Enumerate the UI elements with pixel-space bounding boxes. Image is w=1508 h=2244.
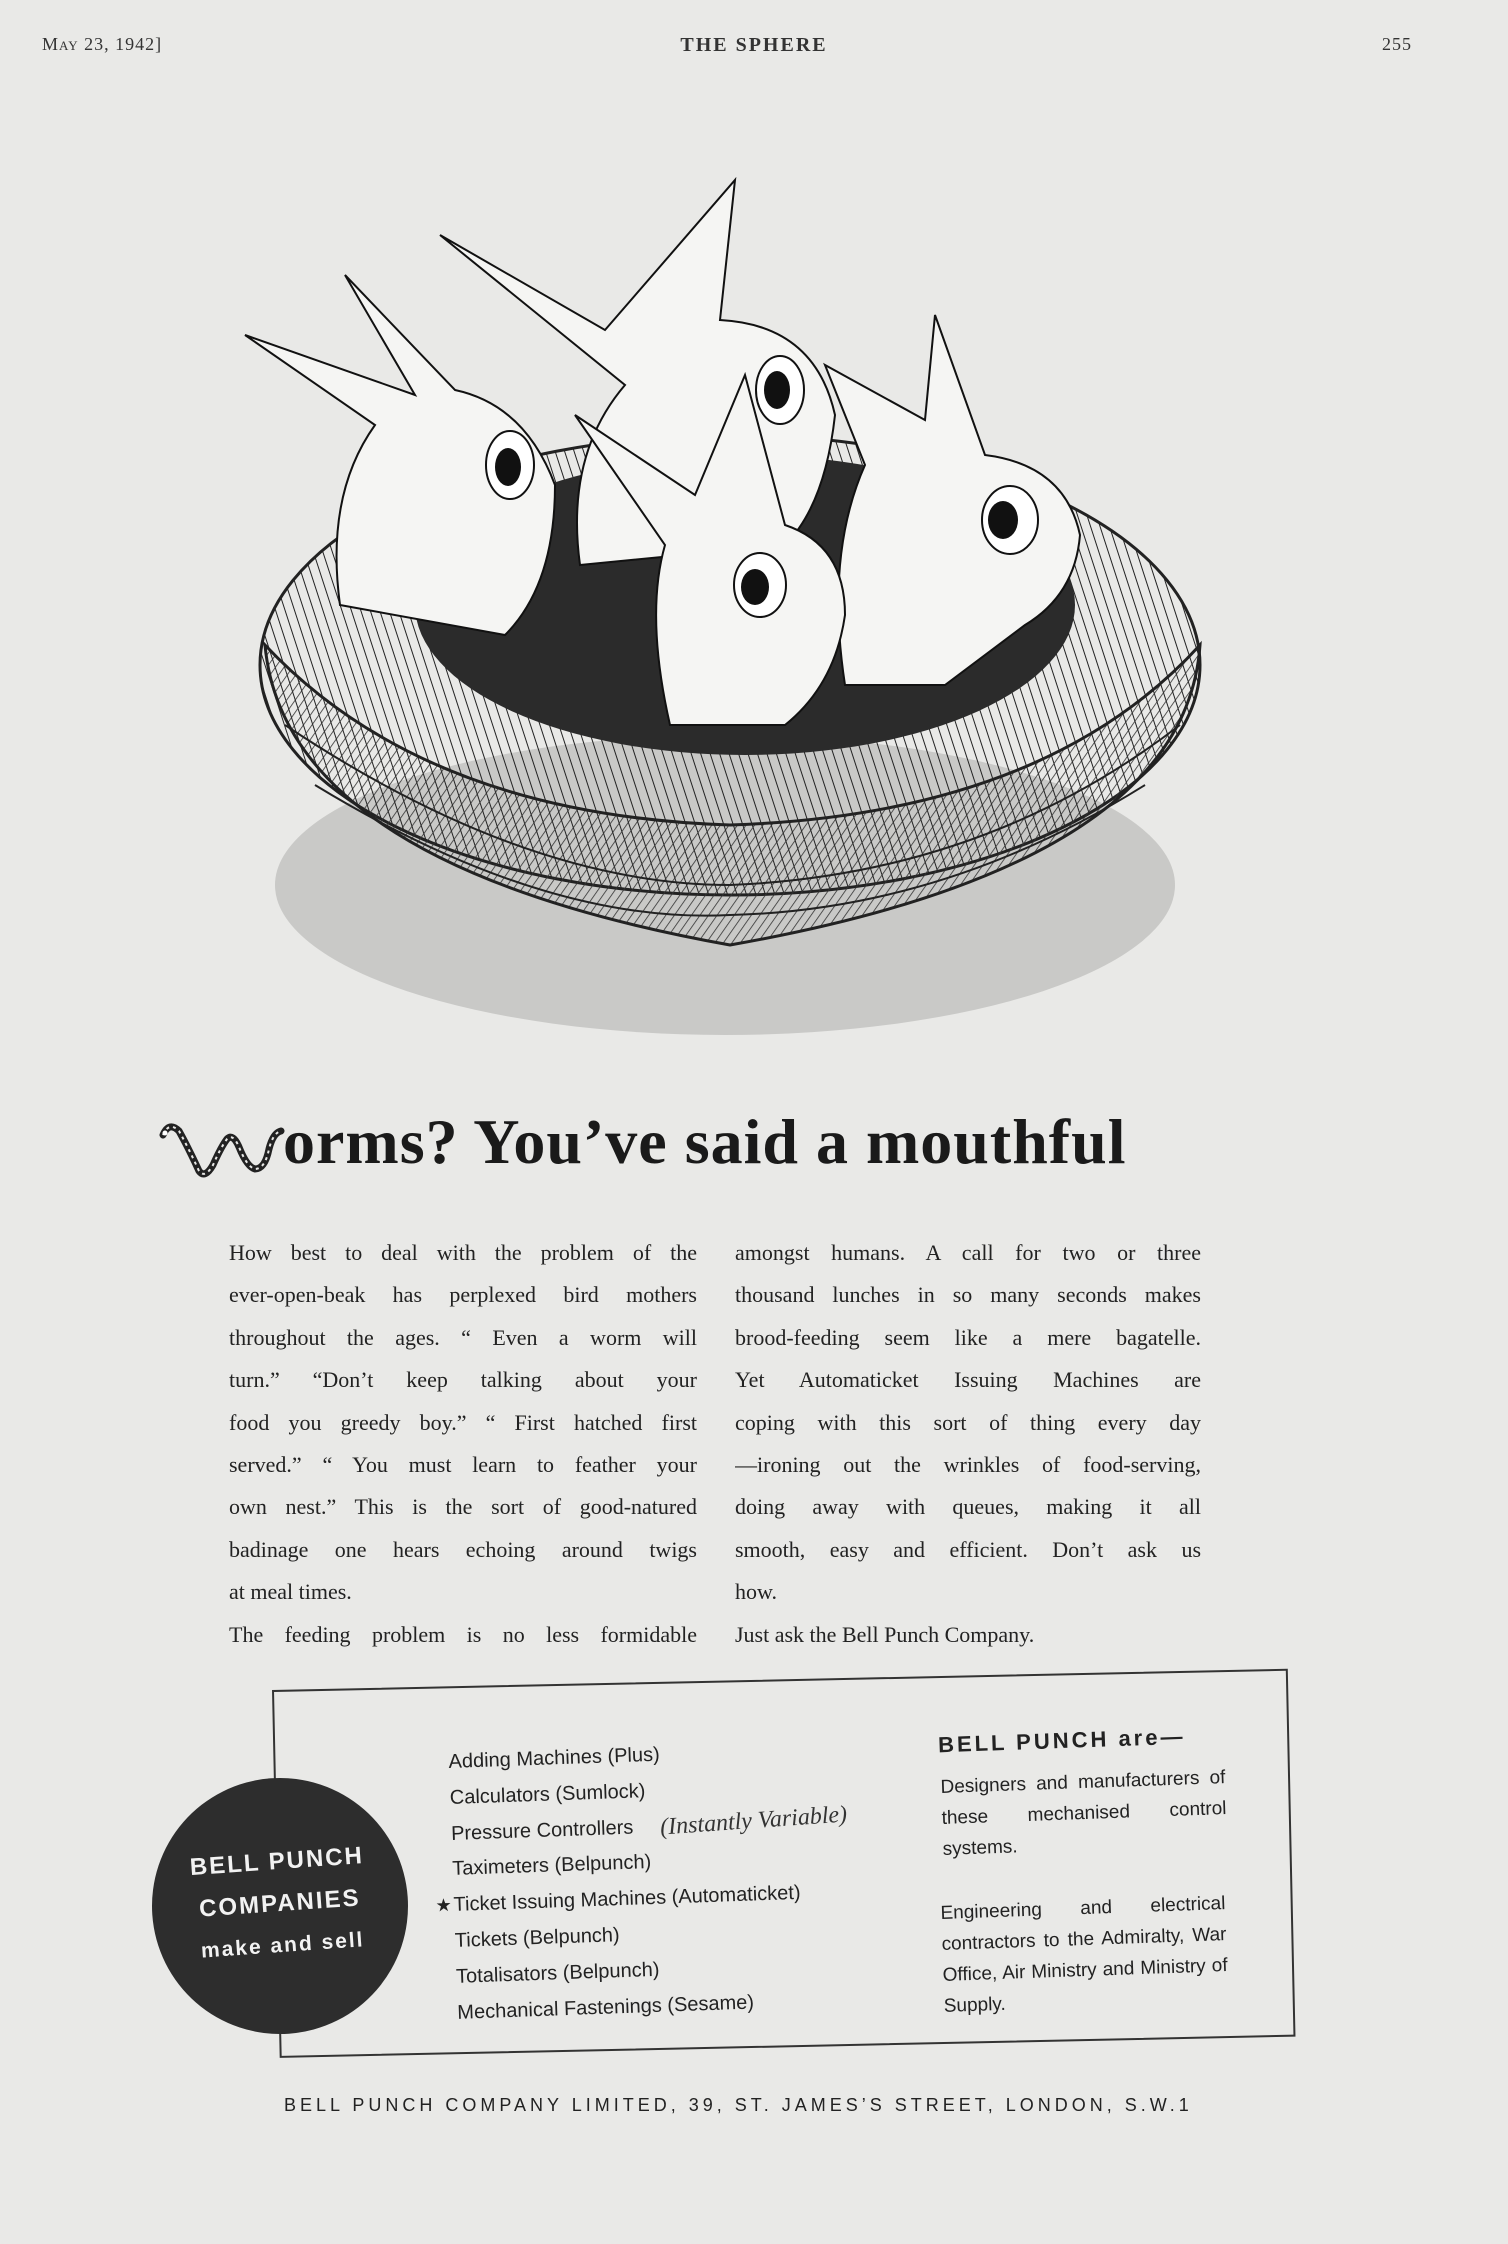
body-left-column: [229, 1232, 697, 1656]
body-line: coping with this sort of thing every day: [735, 1409, 1201, 1435]
star-icon: ★: [435, 1895, 453, 1916]
product-item: Totalisators (Belpunch): [455, 1958, 660, 1988]
worm-w-icon: [155, 1113, 285, 1183]
badge-line-1: BELL PUNCH: [189, 1842, 365, 1882]
nest-illustration: [225, 165, 1240, 1070]
bell-punch-designers-text: Designers and manufacturers of these mechanised control systems.: [940, 1767, 1227, 1860]
body-line: The feeding problem is no less formidable: [229, 1621, 697, 1647]
headline-text: orms? You’ve said a mouthful: [283, 1106, 1127, 1177]
product-item: Taximeters (Belpunch): [451, 1851, 652, 1881]
header-date: May 23, 1942]: [42, 34, 163, 54]
bell-punch-heading: BELL PUNCH are—: [937, 1723, 1186, 1758]
body-line: amongst humans. A call for two or three: [735, 1240, 1201, 1265]
badge-line-3: make and sell: [200, 1928, 366, 1963]
body-line: own nest.” This is the sort of good-natured: [229, 1494, 697, 1520]
product-item: Mechanical Fastenings (Sesame): [456, 1991, 755, 2024]
page-number: 255: [1382, 34, 1412, 54]
body-line: brood-feeding seem like a mere bagatelle.: [735, 1324, 1201, 1350]
product-item-label: Ticket Issuing Machines (Automaticket): [453, 1881, 801, 1917]
headline: [155, 1105, 1355, 1195]
body-line: smooth, easy and efficient. Don’t ask us: [735, 1536, 1201, 1562]
body-line: badinage one hears echoing around twigs: [229, 1536, 697, 1562]
body-line: served.” “ You must learn to feather your: [229, 1452, 697, 1478]
body-line: turn.” “Don’t keep talking about your: [229, 1367, 697, 1393]
publication-title: THE SPHERE: [680, 34, 828, 56]
body-line: thousand lunches in so many seconds makes: [735, 1282, 1201, 1308]
instantly-variable-note: (Instantly Variable): [659, 1801, 848, 1841]
body-line: ever-open-beak has perplexed bird mothers: [229, 1282, 697, 1308]
footer-address: BELL PUNCH COMPANY LIMITED, 39, ST. JAMES’S STREET, LONDON, S.W.1: [284, 2095, 1193, 2115]
body-line: How best to deal with the problem of the: [229, 1240, 697, 1265]
body-line: —ironing out the wrinkles of food-serving,: [735, 1452, 1201, 1478]
product-item: Tickets (Belpunch): [454, 1924, 620, 1952]
product-item: Pressure Controllers: [450, 1816, 634, 1845]
product-item: Calculators (Sumlock): [449, 1779, 646, 1809]
body-line: doing away with queues, making it all: [735, 1494, 1201, 1520]
body-line: Yet Automaticket Issuing Machines are: [735, 1367, 1201, 1393]
body-line: at meal times.: [229, 1579, 352, 1605]
body-line: food you greedy boy.” “ First hatched first: [229, 1409, 697, 1435]
body-line: how.: [735, 1579, 777, 1605]
badge-line-2: COMPANIES: [198, 1884, 362, 1923]
product-list: [435, 1729, 928, 2032]
product-item: Adding Machines (Plus): [448, 1743, 661, 1773]
bell-punch-engineering-text: Engineering and electrical contractors to the Admiralty, War Office, Air Ministry and Ministry of Supply.: [940, 1893, 1228, 2017]
body-line: throughout the ages. “ Even a worm will: [229, 1324, 697, 1350]
body-line: Just ask the Bell Punch Company.: [735, 1621, 1035, 1647]
body-right-column: [735, 1232, 1201, 1656]
